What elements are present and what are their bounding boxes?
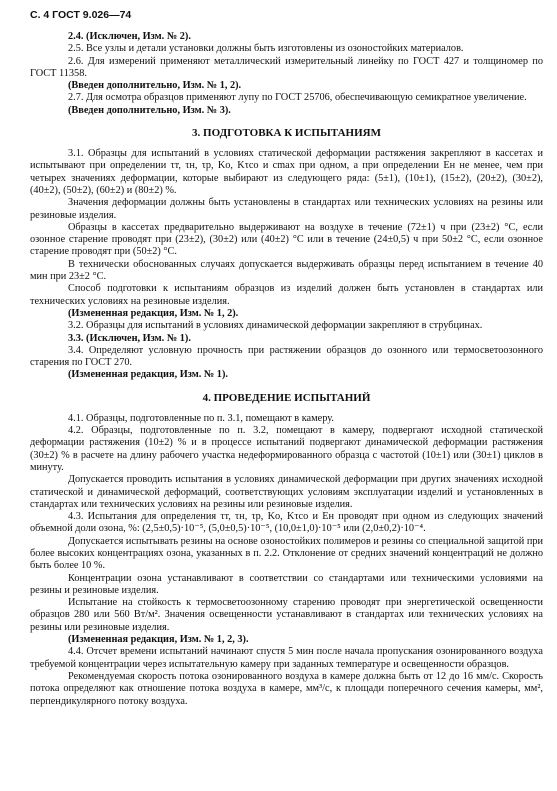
paragraph: Концентрации озона устанавливают в соответствии со стандартами или техническими условиями на резины и резиновые изделия. — [30, 572, 543, 596]
section-3-title: 3. ПОДГОТОВКА К ИСПЫТАНИЯМ — [192, 127, 381, 140]
page-header: С. 4 ГОСТ 9.026—74 — [30, 9, 132, 21]
amendment-note: (Введен дополнительно, Изм. № 1, 2). — [68, 80, 242, 92]
section-4-body — [30, 413, 543, 708]
paragraph: 3.1. Образцы для испытаний в условиях статической деформации растяжения закрепляют в кассетах и испытывают при определении τт, τн, τр, Kо, Kτсо и cmax при одном, а при определении Eн не менее, чем при четырех значениях деформации, которые выбирают из следующего ряда: (5±1), (10±1), (15±2), (20±2), (30±2), (40±2), (50±2), (60±2) и (80±2) %. — [30, 148, 543, 196]
amendment-note: 2.4. (Исключен, Изм. № 2). — [68, 31, 191, 42]
paragraph: 2.5. Все узлы и детали установки должны быть изготовлены из озоностойких материалов. — [68, 43, 464, 55]
paragraph: 3.2. Образцы для испытаний в условиях динамической деформации закрепляют в струбцинах. — [68, 320, 483, 332]
paragraph: 4.1. Образцы, подготовленные по п. 3.1, помещают в камеру. — [68, 412, 334, 424]
paragraph: Допускается испытывать резины на основе озоностойких полимеров и резины со специальной защитой при более высоких концентрациях озона, указанных в п. 2.2. Отклонение от средних значений концентраций не должно быть более 10 %. — [30, 535, 543, 572]
paragraph: 2.6. Для измерений применяют металлический измерительный линейку по ГОСТ 427 и толщиномер по ГОСТ 11358. — [30, 55, 543, 79]
section-4-title: 4. ПРОВЕДЕНИЕ ИСПЫТАНИЙ — [202, 391, 371, 404]
paragraph: Значения деформации должны быть установлены в стандартах или технических условиях на резины или резиновые изделия. — [30, 197, 543, 221]
paragraph: 4.2. Образцы, подготовленные по п. 3.2, помещают в камеру, подвергают исходной статической деформации растяжения (10±2) % и в процессе испытаний подвергают динамической деформации растяжения (30±2) % в расчете на длину рабочего участка недеформированного образца с частотой (10±1) или (30±1) циклов в минуту. — [30, 425, 543, 473]
paragraph: Испытание на стойкость к термосветоозонному старению проводят при энергетической освещенности образцов 280 или 560 Вт/м². Значения освещенности устанавливают в стандартах или технических условиях на резины или резиновые изделия. — [30, 597, 543, 633]
paragraph: Рекомендуемая скорость потока озонированного воздуха в камере должна быть от 12 до 16 мм/с. Скорость потока определяют как отношение потока воздуха в камере, мм³/с, к площади поперечного сечения камеры, мм², перпендикулярного потоку воздуха. — [30, 670, 543, 707]
paragraph: 2.7. Для осмотра образцов применяют лупу по ГОСТ 25706, обеспечивающую семикратное увеличение. — [68, 92, 527, 104]
amendment-note: (Измененная редакция, Изм. № 1, 2). — [68, 307, 239, 319]
amendment-note: (Измененная редакция, Изм. № 1). — [68, 369, 228, 381]
section-3-body — [30, 148, 543, 382]
paragraph: 4.4. Отсчет времени испытаний начинают спустя 5 мин после начала пропускания озонированного воздуха требуемой концентрации через испытательную камеру при заданных температуре и освещенности образцов. — [30, 646, 543, 670]
paragraph: В технически обоснованных случаях допускается выдерживать образцы перед испытанием в течение 40 мин при 23±2 °С. — [30, 258, 543, 283]
paragraph: Образцы в кассетах предварительно выдерживают на воздухе в течение (72±1) ч при (23±2) °С, если озонное старение проводят при (23±2), (30±2) или (40±2) °С или в течение (24±0,5) ч при 50±2 °С, если озонное старение проводят при (50±2) °С. — [30, 221, 543, 258]
amendment-note: (Измененная редакция, Изм. № 1, 2, 3). — [68, 634, 249, 646]
amendment-note: (Введен дополнительно, Изм. № 3). — [68, 104, 231, 116]
paragraph: Допускается проводить испытания в условиях динамической деформации при других значениях исходной статической и динамической деформаций, соответствующих условиям эксплуатации изделий и установленных в стандартах или технических условиях на резины или резиновые изделия. — [30, 474, 543, 510]
paragraph: 4.3. Испытания для определения τт, τн, τр, Kо, Kτсо и Eн проводят при одном из следующих значений объемной доли озона, %: (2,5±0,5)·10⁻⁵, (5,0±0,5)·10⁻⁵, (10,0±1,0)·10⁻⁵ или (2,0±0,2)·10⁻⁴. — [30, 511, 543, 535]
paragraph: Способ подготовки к испытаниям образцов из изделий должен быть установлен в стандартах или технических условиях на резиновые изделия. — [30, 283, 543, 307]
paragraph: 3.4. Определяют условную прочность при растяжении образцов до озонного или термосветоозонного старения по ГОСТ 270. — [30, 344, 543, 369]
top-block — [30, 31, 543, 117]
amendment-note: 3.3. (Исключен, Изм. № 1). — [68, 332, 191, 344]
